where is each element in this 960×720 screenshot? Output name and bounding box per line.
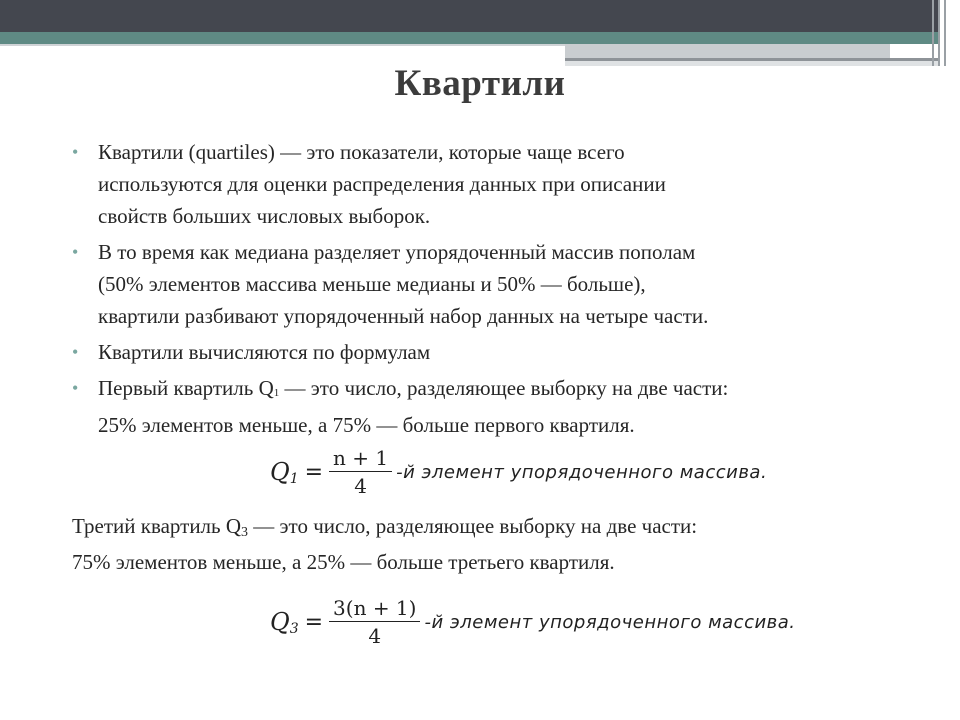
formula-q1: [270, 446, 767, 498]
formula-numerator: n + 1: [329, 446, 392, 472]
formula-denominator: 4: [368, 624, 382, 648]
header-band-teal: [0, 32, 940, 44]
bullet-item: [72, 236, 932, 332]
bullet-list: [72, 136, 932, 445]
formula-denominator: 4: [354, 474, 367, 498]
bullet-line: используются для оценки распределения данных при описании: [98, 172, 666, 196]
third-quartile-line: 75% элементов меньше, а 25% — больше третьего квартиля.: [72, 550, 615, 574]
header-vertical-line: [938, 0, 940, 66]
bullet-line: • В то время как медиана разделяет упорядоченный массив пополам: [98, 240, 696, 264]
subscript: 1: [273, 387, 280, 399]
bullet-line: 25% элементов меньше, а 75% — больше первого квартиля.: [98, 413, 635, 437]
formula-fraction: [329, 446, 392, 498]
header-vertical-line: [932, 0, 934, 66]
bullet-text: — это число, разделяющее выборку на две части:: [279, 376, 729, 400]
bullet-text: Первый квартиль Q: [98, 376, 274, 400]
bullet-line: [98, 372, 932, 409]
bullet-line: свойств больших числовых выборок.: [98, 204, 431, 228]
slide-title: Квартили: [394, 63, 566, 104]
formula-q3: [270, 596, 796, 648]
formula-fraction: [329, 596, 420, 648]
header-band-dark: [0, 0, 940, 32]
subscript: 3: [241, 525, 249, 540]
formula-symbol: [270, 608, 299, 637]
formula-q: Q: [270, 607, 290, 636]
formula-text: -й элемент упорядоченного массива.: [424, 611, 796, 633]
third-quartile-line: [72, 510, 697, 549]
header-vertical-line: [944, 0, 946, 66]
third-quartile-text: — это число, разделяющее выборку на две части:: [248, 514, 698, 538]
formula-equals: =: [304, 459, 324, 485]
formula-q: Q: [270, 457, 290, 486]
bullet-line: квартили разбивают упорядоченный набор данных на четыре части.: [98, 304, 709, 328]
formula-symbol: [270, 458, 299, 487]
bullet-line: • Квартили (quartiles) — это показатели, которые чаще всего: [98, 140, 625, 164]
bullet-item: [72, 372, 932, 441]
header-stripe-right-a: [565, 44, 890, 58]
bullet-item: [72, 136, 932, 232]
bullet-line: • Квартили вычисляются по формулам: [98, 340, 431, 364]
formula-subscript: 3: [289, 620, 299, 637]
header-stripe-left: [0, 44, 565, 46]
formula-subscript: 1: [289, 470, 299, 487]
formula-numerator: 3(n + 1): [329, 596, 420, 622]
bullet-item: [72, 336, 932, 368]
formula-equals: =: [304, 609, 324, 635]
bullet-line: (50% элементов массива меньше медианы и 50% — больше),: [98, 272, 646, 296]
third-quartile-text: Третий квартиль Q: [72, 514, 242, 538]
formula-text: -й элемент упорядоченного массива.: [396, 461, 768, 483]
